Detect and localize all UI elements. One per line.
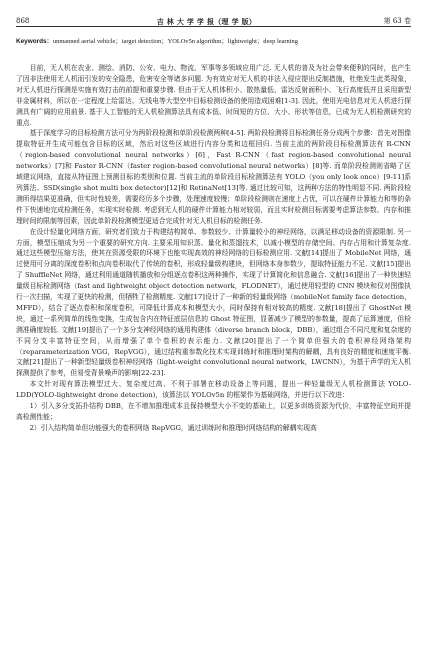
paragraph-intro: 目前，无人机在农业、测绘、消防、公安、电力、物流、军事等多领域应用广泛. 无人机的普及为社会带来便利的同时，也产生了因非法使用无人机而引发的安全隐患，危害安全等诸多问题. 为有效应对无人机的非法入侵应提出反制措施，杜绝发生此类现象，对无人机进行探测是实施有效打击的前提和重要步骤. 但由于无人机体积小、散热量低、雷达反射面积小、飞行高度低并且采用新型非金属材料，所以在一定程度上给雷达、无线电等大型空中目标检测设备的使用造成困难[1-3]. 因此，使用光电信息对无人机进行探测具有广阔的应用前景. 基于人工智能的无人机检测算法具有成本低、时间短的方位、大小、形状等信息，已成为无人机检测研究的重点. xyxy=(16,64,411,127)
contribution-item: 1）引入多分支拓扑结构 DBB，在不增加推理成本且保持模型大小不变的基础上，以更多训练资源为代价，丰富特征空间并提高检测性能； xyxy=(16,402,411,421)
contribution-list xyxy=(16,401,411,434)
keywords-text: unmanned aerial vehicle；target detection；YOLOv5n algorithm；lightweight；deep learning xyxy=(52,38,298,45)
journal-title: 吉 林 大 学 学 报（理 学 版） xyxy=(156,17,257,26)
volume-label: 第 63 卷 xyxy=(383,17,411,25)
running-head xyxy=(16,0,411,27)
contribution-item: 2）引入结构简单但功能强大的卷积网络 RepVGG，通过训练时和推理时网络结构的解耦实现高 xyxy=(29,423,317,432)
paragraph-proposal: 本文针对现有算法模型过大、复杂度过高、不利于部署在移动设备上等问题，提出一种轻量级无人机检测算法 YOLO-LDD(YOLO-lightweight drone detection)，该算法以 YOLOv5n 的框架作为基础网络，并进行以下改进： xyxy=(16,380,411,400)
keywords-block xyxy=(16,37,411,47)
page-number: 868 xyxy=(16,17,30,25)
keywords-label: Keywords： xyxy=(16,38,53,45)
paragraph-detection-methods: 基于深度学习的目标检测方法可分为两阶段检测和单阶段检测两种[4-5]. 两阶段检测将目标检测任务分成两个步骤：首先对图像提取特征并生成可能包含目标的区域，然后对这些区域进行内容分类和边框回归. 当前主流的两阶段目标检测算法有 R-CNN（region-based convolutional neural networks）[6]，Fast R-CNN（fast region-based convolutional neural networks）[7]和 Faster R-CNN（faster region-based convolutional neural networks）[8]等. 而单阶段检测则省略了区域建议网络，直接从特征图上预测目标的类别和位置. 当前主流的单阶段目标检测算法有 YOLO（you only look once）[9-11]系列算法、SSD(single shot multi box detector)[12]和 RetinaNet[13]等. 通过比较可知，这两种方法的特性明显不同. 两阶段检测所得结果更准确，但实时性较差，需要经历多个步骤，处理速度较慢；单阶段检测则在速度上占优，可以在硬件计算能力和等的条件下快速地完成检测任务，实现实时检测. 考虑到无人机的硬件计算能力相对较弱，而且实时检测目标需要考虑算法参数、内存和推理时间的限制等因素，因此单阶段检测模型更适合完成针对无人机目标的检测任务. xyxy=(16,129,411,225)
body-text xyxy=(16,63,411,434)
paragraph-lightweight-networks: 在设计轻量化网络方面，研究者们致力于构建结构简单、参数较少、计算量较小的神经网络，以满足移动设备的资源限制. 另一方面，模型压缩成为另一个重要的研究方向. 主要采用知识蒸、量化和蒸馏技术，以减小模型的存储空间、内存占用和计算复杂度. 通过这些模型压缩方法，使其在资源受限的环境下也能实现高效的神经网络的目标检测应用. 文献[14]提出了 MobileNet 网络，通过使用可分离的深度卷积和点向卷积取代了传统的卷积，形成轻量级构建块，但网络本身参数少，提取特征能力不足. 文献[15]提出了 ShuffleNet 网络，通过利用通道随机播放和分组逐点卷积这两种操作，实现了计算简化和信息融合. 文献[16]提出了一种快速轻量级目标检测网络（fast and lightweight object detection network，FLODNET），通过使用轻型的 CNN 模块和仅对图像执行一次扫描，实现了更快的检测，但牺牲了检测精度. 文献[17]设计了一种新的轻量级网络（mobileNet family face detection，MFFD），结合了逐点卷积和深度卷积，可降低计算成本和模型大小，同时保持有相对较高的精度. 文献[18]提出了 GhostNet 模块，通过一系列简单的线性变换，生成包含内在特征底层信息的 Ghost 特征图，显著减少了模型的参数量，提高了运算速度，但检测准确度较低. 文献[19]提出了一个多分支神经网络的通用构建体（diverse branch block，DBB），通过组合不同尺度和复杂度的不同分支丰富特征空间，从而增强了单个卷积的表示能力. 文献[20]提出了一个简单但强大的卷积神经网络架构（reparameterization VGG，RepVGG），通过结构重参数化技术实现训练时和推理时架构的解耦，具有良好的精度和速度平衡. 文献[21]提出了一种新型轻量级卷积神经网络（light-weight convolutional neural network，LWCNN），为基于声学的无人机探测提供了参考，但易受背景噪声的影响[22-23]. xyxy=(16,227,411,378)
